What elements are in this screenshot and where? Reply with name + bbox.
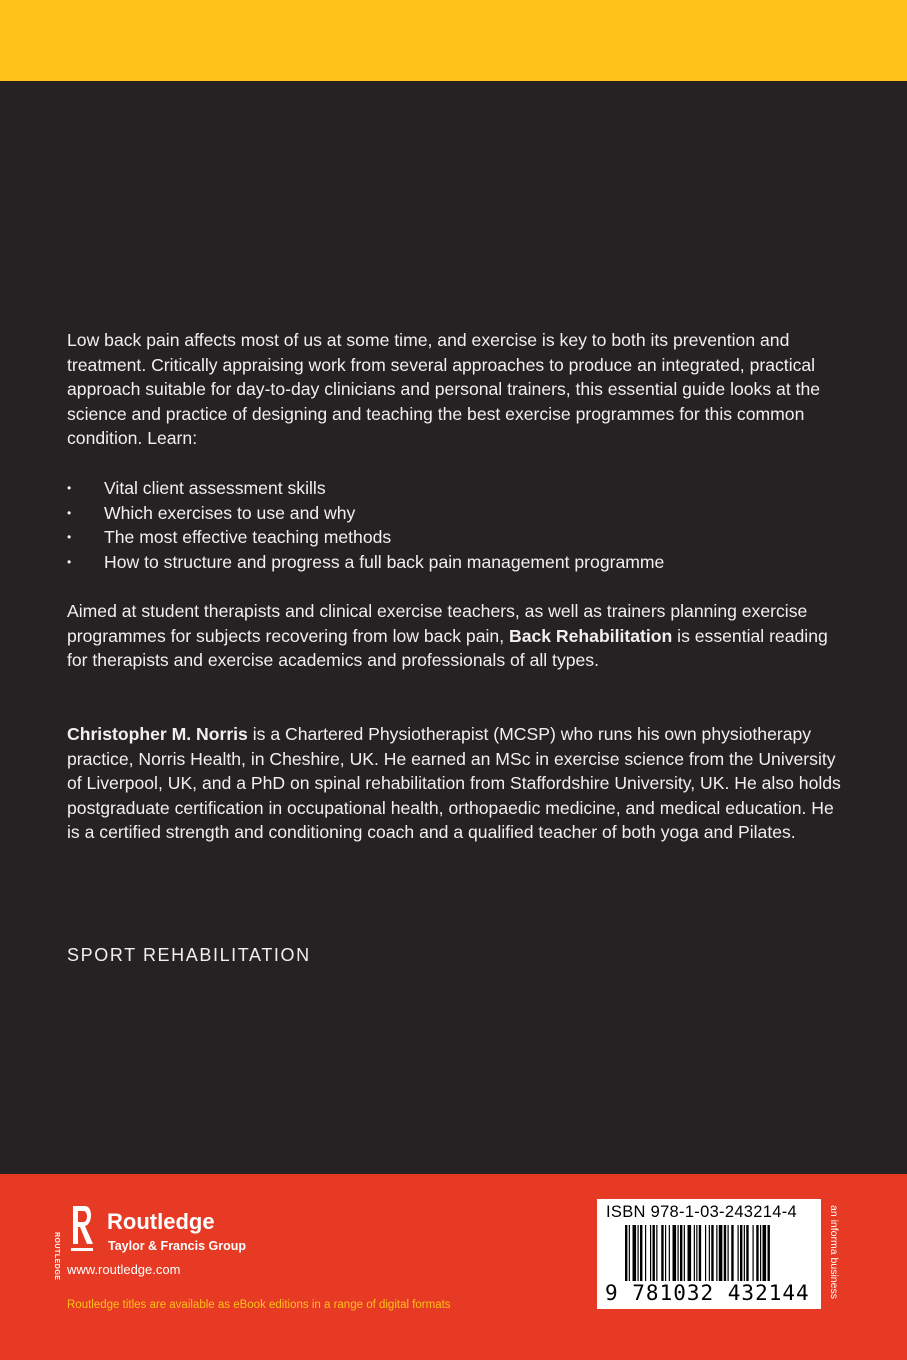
logo-vertical-text: ROUTLEDGE bbox=[53, 1232, 60, 1281]
barcode-bar bbox=[744, 1225, 745, 1281]
barcode-bar bbox=[738, 1225, 739, 1281]
list-item: • Which exercises to use and why bbox=[67, 501, 847, 526]
barcode-bar bbox=[688, 1225, 692, 1281]
barcode-bar bbox=[753, 1225, 754, 1281]
ebook-note: Routledge titles are available as eBook editions in a range of digital formats bbox=[67, 1299, 451, 1311]
barcode-bar bbox=[625, 1225, 627, 1281]
barcode-bar bbox=[633, 1225, 637, 1281]
informa-tagline: an informa business bbox=[828, 1205, 840, 1299]
bullet-icon: • bbox=[67, 481, 72, 495]
audience-paragraph: Aimed at student therapists and clinical exercise teachers, as well as trainers planning exercise programmes for subjects recovering from low back pain, Back Rehabilitation is essential reading for therapists and exercise academics and professionals of all types. bbox=[67, 601, 828, 671]
learning-bullet-list bbox=[67, 476, 847, 574]
barcode-bar bbox=[746, 1225, 748, 1281]
bullet-icon: • bbox=[67, 530, 72, 545]
barcode-bars bbox=[625, 1225, 815, 1281]
barcode-bar bbox=[719, 1225, 723, 1281]
barcode-bar bbox=[638, 1225, 639, 1281]
isbn-label: ISBN 978-1-03-243214-4 bbox=[606, 1203, 797, 1221]
list-item: • How to structure and progress a full back pain management programme bbox=[67, 550, 847, 575]
barcode-bar bbox=[756, 1225, 758, 1281]
barcode-bar bbox=[678, 1225, 679, 1281]
blurb-intro-text: Low back pain affects most of us at some time, and exercise is key to both its prevention and treatment. Critically appraising work from several approaches to produce an integrated, practical approach suitable for day-to-day clinicians and personal trainers, this essential guide looks at the science and practice of designing and teaching the best exercise programmes for this common condition. Learn: bbox=[67, 330, 821, 449]
barcode-bar bbox=[728, 1225, 729, 1281]
barcode-bar bbox=[653, 1225, 655, 1281]
publisher-group: Taylor & Francis Group bbox=[108, 1239, 246, 1253]
isbn-barcode bbox=[597, 1199, 821, 1309]
barcode-bar bbox=[709, 1225, 710, 1281]
barcode-bar bbox=[645, 1225, 646, 1281]
publisher-website: www.routledge.com bbox=[67, 1262, 181, 1277]
barcode-bar bbox=[629, 1225, 630, 1281]
barcode-bar bbox=[705, 1225, 706, 1281]
barcode-bar bbox=[680, 1225, 682, 1281]
blurb-intro bbox=[67, 328, 847, 451]
series-label: SPORT REHABILITATION bbox=[67, 945, 311, 965]
barcode-bar bbox=[699, 1225, 701, 1281]
barcode-bar bbox=[650, 1225, 651, 1281]
barcode-bar bbox=[768, 1225, 770, 1281]
barcode-bar bbox=[724, 1225, 726, 1281]
routledge-logo-icon bbox=[67, 1204, 95, 1258]
author-bio: Christopher M. Norris is a Chartered Physiotherapist (MCSP) who runs his own physiotherapy practice, Norris Health, in Cheshire, UK. He earned an MSc in exercise science from the University of Liverpool, UK, and a PhD on spinal rehabilitation from Staffordshire University, UK. He also holds postgraduate certification in occupational health, orthopaedic medicine, and medical education. He is a certified strength and conditioning coach and a qualified teacher of both yoga and Pilates. bbox=[67, 724, 841, 843]
barcode-bar bbox=[740, 1225, 742, 1281]
bullet-icon: • bbox=[67, 505, 72, 520]
top-color-band bbox=[0, 0, 907, 81]
barcode-bar bbox=[694, 1225, 695, 1281]
barcode-bar bbox=[656, 1225, 657, 1281]
barcode-digits: 9 781032 432144 bbox=[605, 1281, 810, 1305]
barcode-bar bbox=[669, 1225, 670, 1281]
publisher-name: Routledge bbox=[107, 1209, 215, 1234]
barcode-bar bbox=[763, 1225, 767, 1281]
barcode-bar bbox=[716, 1225, 717, 1281]
barcode-bar bbox=[760, 1225, 761, 1281]
bullet-icon: • bbox=[67, 554, 72, 569]
barcode-bar bbox=[673, 1225, 677, 1281]
barcode-bar bbox=[684, 1225, 685, 1281]
barcode-bar bbox=[696, 1225, 697, 1281]
book-title: Back Rehabilitation bbox=[508, 625, 673, 646]
barcode-bar bbox=[665, 1225, 666, 1281]
list-item: • Vital client assessment skills bbox=[67, 476, 847, 501]
list-item: • The most effective teaching methods bbox=[67, 525, 847, 550]
barcode-bar bbox=[640, 1225, 642, 1281]
barcode-bar bbox=[731, 1225, 733, 1281]
barcode-bar bbox=[661, 1225, 663, 1281]
barcode-bar bbox=[711, 1225, 713, 1281]
author-name: Christopher M. Norris bbox=[67, 724, 248, 744]
